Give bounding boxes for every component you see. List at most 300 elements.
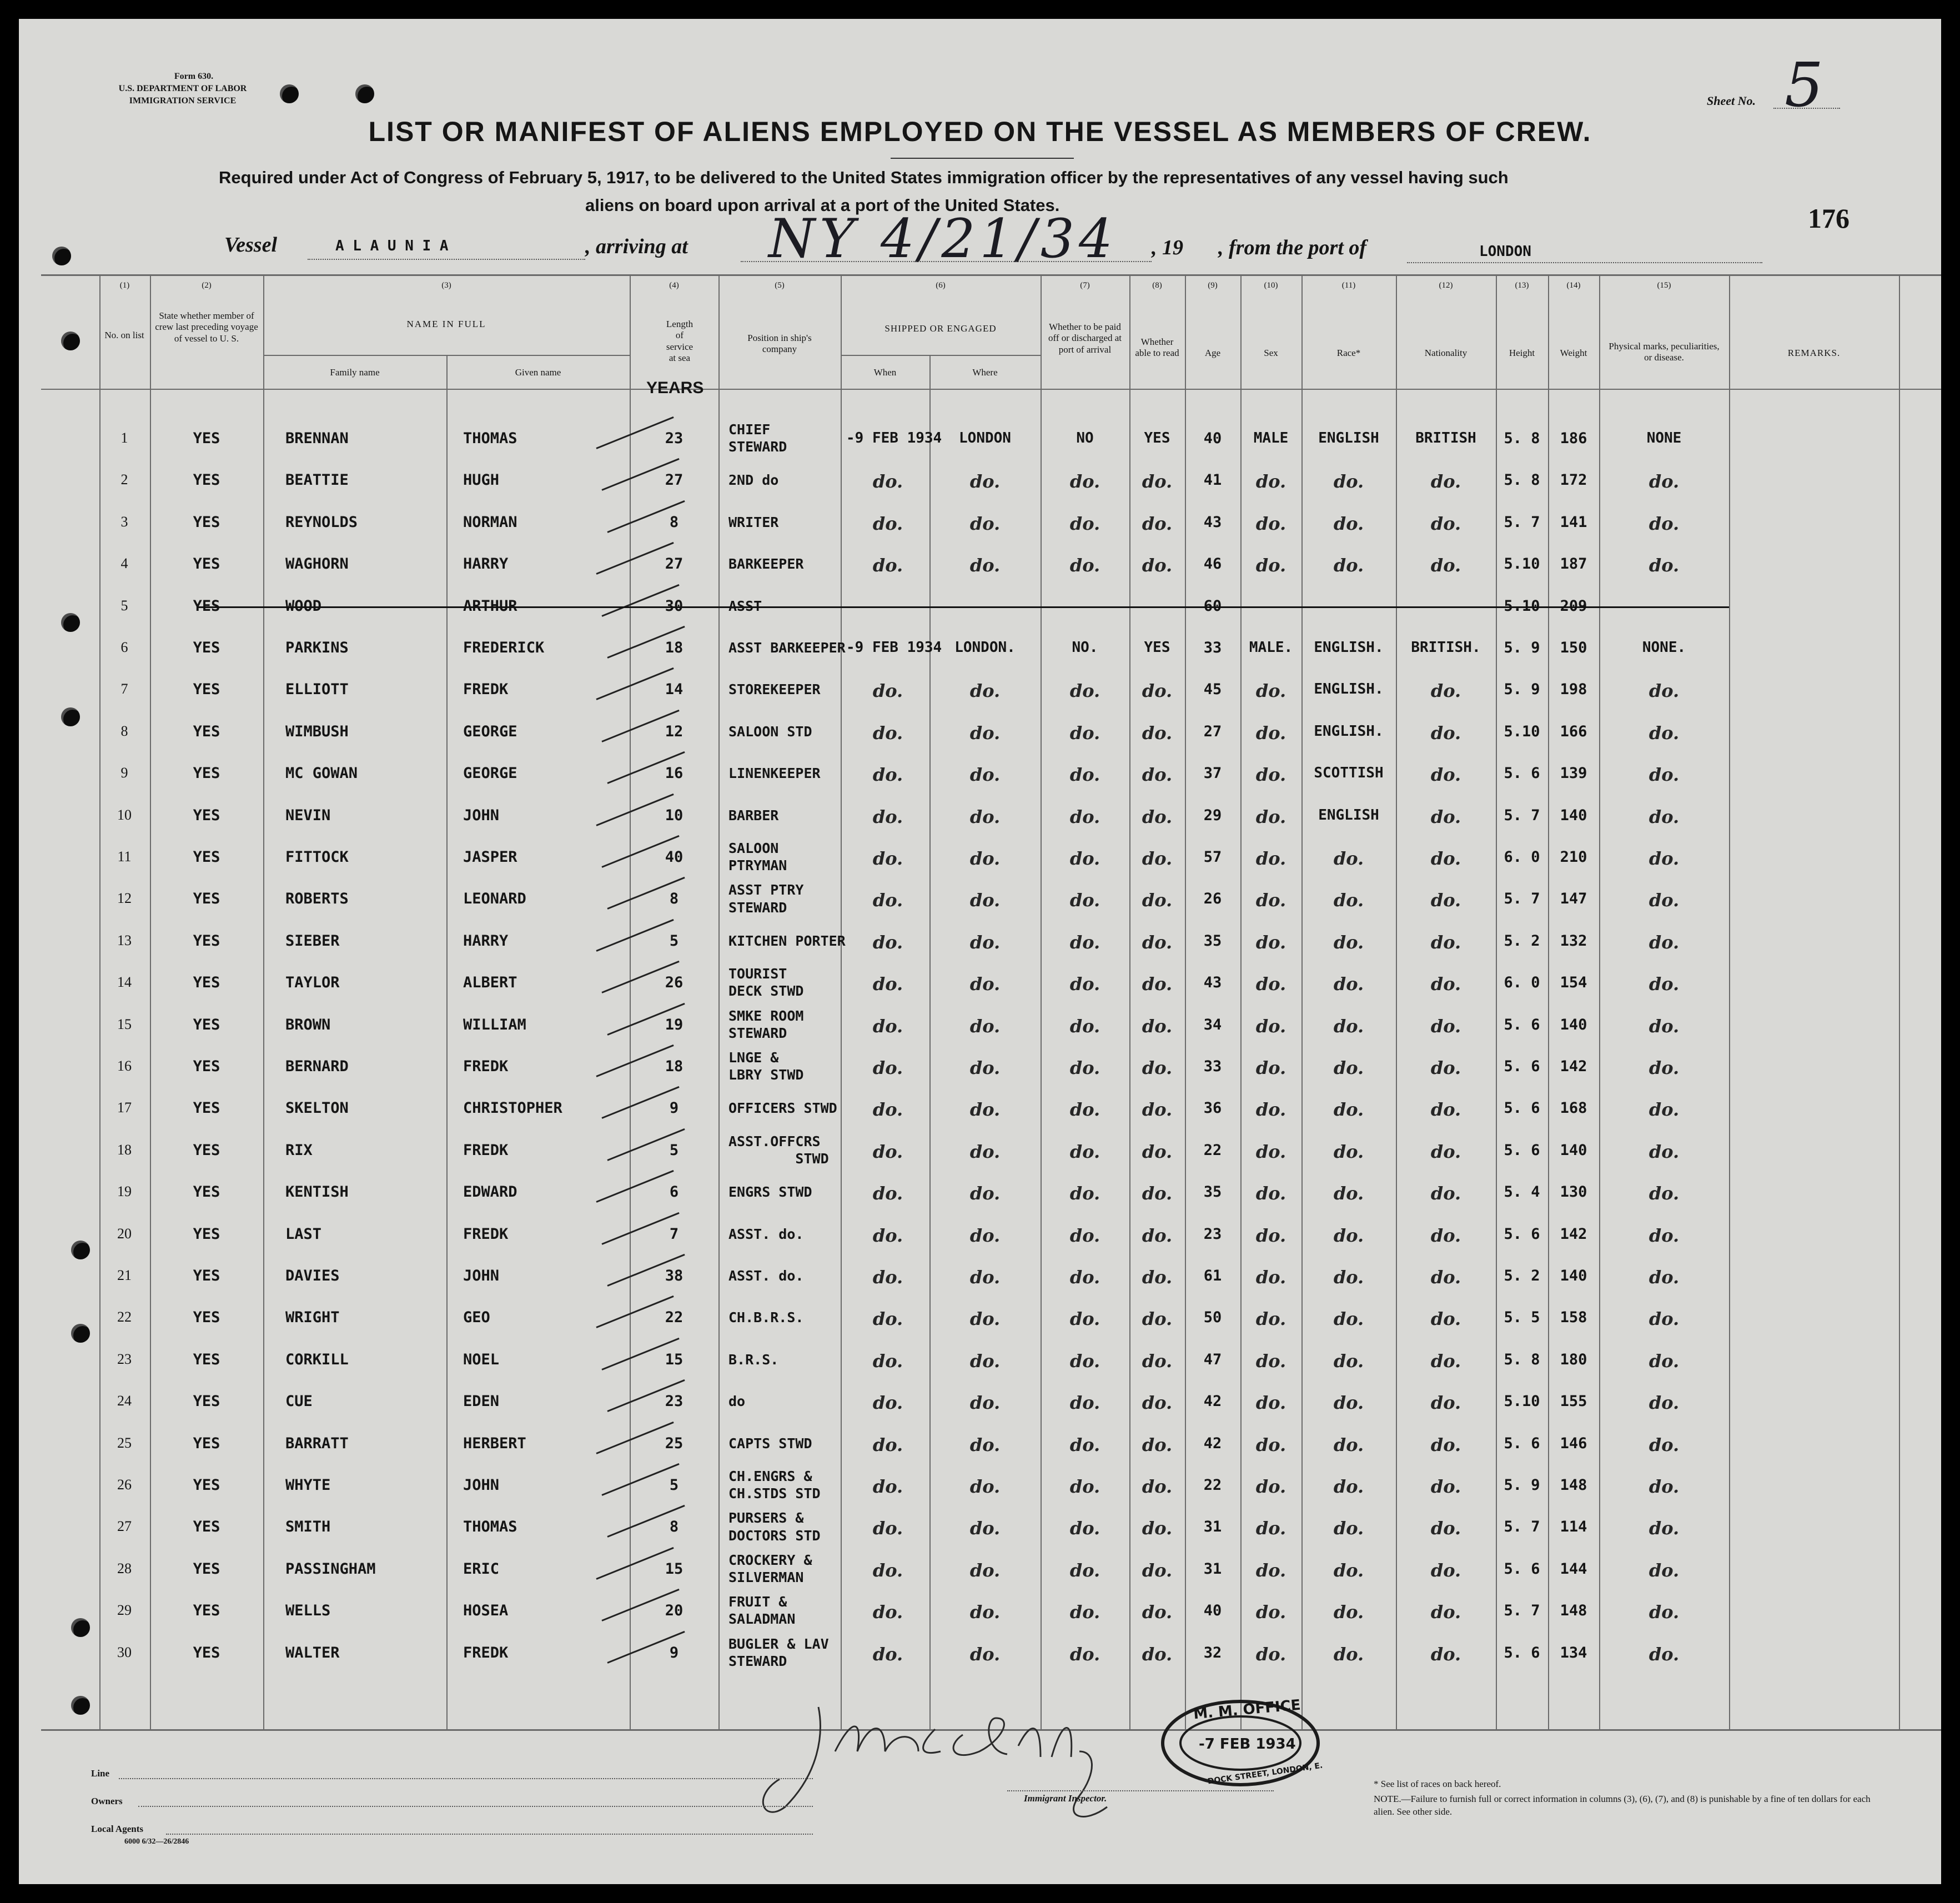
- cell-no: 18: [117, 1141, 132, 1158]
- cell-given: HUGH: [463, 471, 500, 489]
- header-nationality: Nationality: [1424, 348, 1468, 358]
- cell-when: do.: [872, 1518, 903, 1539]
- cell-position: FRUIT & SALADMAN: [728, 1594, 796, 1628]
- cell-height: 5. 6: [1504, 1434, 1540, 1452]
- note-text: NOTE.—Failure to furnish full or correct information in columns (3), (6), (7), and (8) is punishable by a fine of ten dollars for each alien. See other side.: [1374, 1794, 1871, 1817]
- cell-paid: do.: [1069, 1141, 1100, 1162]
- manifest-sheet: [19, 19, 1941, 1884]
- cell-height: 5. 6: [1504, 1141, 1540, 1159]
- cell-state: YES: [193, 1393, 220, 1410]
- cell-where: do.: [969, 890, 1001, 911]
- cell-position: KITCHEN PORTER: [728, 932, 846, 949]
- header-sex: Sex: [1264, 348, 1278, 358]
- cell-height: 5. 6: [1504, 1225, 1540, 1243]
- cell-height: 5. 6: [1504, 1099, 1540, 1117]
- cell-nat: do.: [1430, 1643, 1461, 1665]
- cell-race: do.: [1333, 1308, 1364, 1330]
- cell-where: do.: [969, 764, 1001, 786]
- cell-nat: BRITISH.: [1411, 639, 1481, 656]
- cell-given: FREDK: [463, 1225, 509, 1243]
- cell-read: YES: [1144, 639, 1170, 656]
- cell-no: 3: [120, 513, 128, 530]
- cell-sex: do.: [1255, 1601, 1286, 1623]
- cell-given: NORMAN: [463, 513, 517, 531]
- cell-marks: do.: [1649, 1308, 1680, 1330]
- cell-position: ASST. do.: [728, 1226, 804, 1242]
- header-years: YEARS: [646, 379, 704, 397]
- cell-sex: do.: [1255, 1559, 1286, 1581]
- cell-weight: 148: [1560, 1477, 1587, 1494]
- cell-when: do.: [872, 1392, 903, 1414]
- cell-years: 16: [665, 765, 684, 782]
- cell-paid: do.: [1069, 1350, 1100, 1372]
- cell-marks: do.: [1649, 1601, 1680, 1623]
- cell-given: LEONARD: [463, 890, 526, 908]
- cell-years: 8: [669, 1518, 679, 1536]
- cell-nat: do.: [1430, 1267, 1461, 1288]
- cell-weight: 172: [1560, 471, 1587, 489]
- cell-no: 1: [120, 430, 128, 446]
- cell-years: 25: [665, 1434, 684, 1452]
- cell-position: LNGE & LBRY STWD: [728, 1050, 804, 1083]
- punch-hole-icon: [355, 84, 374, 103]
- cell-weight: 140: [1560, 1267, 1587, 1284]
- cell-position: SALOON PTRYMAN: [728, 840, 787, 874]
- cell-when: do.: [872, 1476, 903, 1497]
- cell-where: do.: [969, 973, 1001, 995]
- cell-race: do.: [1333, 973, 1364, 995]
- cell-family: RIX: [285, 1141, 313, 1159]
- cell-weight: 150: [1560, 639, 1587, 656]
- cell-family: MC GOWAN: [285, 765, 358, 782]
- cell-where: do.: [969, 1434, 1001, 1455]
- cell-when: do.: [872, 890, 903, 911]
- punch-hole-icon: [71, 1241, 90, 1259]
- cell-family: WIMBUSH: [285, 722, 349, 740]
- cell-state: YES: [193, 1309, 220, 1327]
- cell-sex: do.: [1255, 1141, 1286, 1162]
- header-height: Height: [1509, 348, 1535, 358]
- cell-where: do.: [969, 1350, 1001, 1372]
- cell-when: do.: [872, 1350, 903, 1372]
- cell-age: 27: [1203, 722, 1222, 740]
- cell-given: FREDK: [463, 1058, 509, 1075]
- cell-family: BARRATT: [285, 1434, 349, 1452]
- col-number: (11): [1341, 281, 1356, 290]
- header-shipped: SHIPPED OR ENGAGED: [884, 323, 997, 334]
- arrival-date: NY 4/21/34: [768, 208, 1117, 270]
- cell-state: YES: [193, 1099, 220, 1117]
- cell-race: SCOTTISH: [1314, 765, 1384, 782]
- cell-given: HARRY: [463, 555, 509, 573]
- punch-hole-icon: [280, 84, 299, 103]
- cell-height: 5. 6: [1504, 1644, 1540, 1661]
- cell-years: 9: [669, 1644, 679, 1661]
- cell-race: do.: [1333, 848, 1364, 869]
- cell-height: 5. 6: [1504, 765, 1540, 782]
- cell-age: 22: [1203, 1141, 1222, 1159]
- cell-nat: do.: [1430, 806, 1461, 827]
- cell-race: do.: [1333, 471, 1364, 493]
- cell-position: ASST.OFFCRS STWD: [728, 1133, 829, 1167]
- cell-position: ASST: [728, 597, 762, 614]
- cell-where: do.: [969, 931, 1001, 953]
- cell-family: BERNARD: [285, 1058, 349, 1075]
- cell-where: do.: [969, 555, 1001, 576]
- cell-position: 2ND do: [728, 472, 779, 489]
- owners-label: Owners: [91, 1796, 123, 1806]
- cell-paid: do.: [1069, 806, 1100, 827]
- cell-state: YES: [193, 1183, 220, 1201]
- cell-family: WHYTE: [285, 1477, 331, 1494]
- cell-given: FREDERICK: [463, 639, 545, 656]
- col-number: (12): [1439, 281, 1453, 290]
- cell-marks: do.: [1649, 1434, 1680, 1455]
- cell-position: SMKE ROOM STEWARD: [728, 1007, 804, 1041]
- cell-read: do.: [1142, 973, 1173, 995]
- cell-height: 5.10: [1504, 1393, 1540, 1410]
- cell-nat: do.: [1430, 848, 1461, 869]
- cell-age: 61: [1203, 1267, 1222, 1284]
- cell-when: do.: [872, 1267, 903, 1288]
- cell-when: do.: [872, 722, 903, 744]
- port-name: LONDON: [1479, 243, 1531, 260]
- cell-family: ROBERTS: [285, 890, 349, 908]
- vessel-label: Vessel: [224, 233, 277, 257]
- cell-weight: 166: [1560, 722, 1587, 740]
- cell-years: 9: [669, 1099, 679, 1117]
- cell-sex: do.: [1255, 806, 1286, 827]
- cell-height: 5. 8: [1504, 430, 1540, 447]
- cell-paid: do.: [1069, 764, 1100, 786]
- cell-nat: do.: [1430, 1518, 1461, 1539]
- cell-given: HERBERT: [463, 1434, 526, 1452]
- cell-read: do.: [1142, 848, 1173, 869]
- cell-nat: do.: [1430, 513, 1461, 534]
- cell-weight: 158: [1560, 1309, 1587, 1327]
- cell-marks: do.: [1649, 722, 1680, 744]
- cell-weight: 180: [1560, 1350, 1587, 1368]
- cell-age: 41: [1203, 471, 1222, 489]
- cell-race: do.: [1333, 1350, 1364, 1372]
- cell-state: YES: [193, 1434, 220, 1452]
- cell-marks: do.: [1649, 1057, 1680, 1078]
- cell-when: do.: [872, 764, 903, 786]
- cell-when: do.: [872, 1141, 903, 1162]
- cell-state: YES: [193, 471, 220, 489]
- cell-race: ENGLISH.: [1314, 681, 1384, 698]
- cell-when: do.: [872, 1224, 903, 1246]
- cell-no: 20: [117, 1225, 132, 1242]
- cell-paid: do.: [1069, 1643, 1100, 1665]
- cell-when: do.: [872, 931, 903, 953]
- cell-position: ASST PTRY STEWARD: [728, 882, 804, 916]
- cell-weight: 210: [1560, 848, 1587, 866]
- cell-family: PASSINGHAM: [285, 1560, 376, 1578]
- header-age: Age: [1204, 348, 1221, 358]
- cell-state: YES: [193, 1016, 220, 1033]
- header-race: Race*: [1336, 348, 1361, 358]
- cell-weight: 140: [1560, 1141, 1587, 1159]
- header-paid-off: Whether to be paid off or discharged at port of arrival: [1048, 322, 1122, 355]
- cell-when: do.: [872, 1643, 903, 1665]
- cell-family: PARKINS: [285, 639, 349, 656]
- strike-through-line: [197, 606, 1729, 608]
- cell-marks: do.: [1649, 806, 1680, 827]
- cell-given: WILLIAM: [463, 1016, 526, 1033]
- cell-years: 22: [665, 1309, 684, 1327]
- cell-sex: do.: [1255, 1392, 1286, 1414]
- cell-when: do.: [872, 1559, 903, 1581]
- cell-state: YES: [193, 932, 220, 950]
- cell-race: do.: [1333, 1224, 1364, 1246]
- header-able-read: Whether able to read: [1135, 337, 1179, 359]
- cell-weight: 147: [1560, 890, 1587, 908]
- cell-race: ENGLISH: [1318, 806, 1379, 824]
- cell-age: 57: [1203, 848, 1222, 866]
- cell-sex: do.: [1255, 722, 1286, 744]
- cell-paid: do.: [1069, 680, 1100, 702]
- cell-read: do.: [1142, 722, 1173, 744]
- cell-nat: do.: [1430, 931, 1461, 953]
- cell-position: SALOON STD: [728, 723, 812, 740]
- header-state-whether: State whether member of crew last preceding voyage of vessel to U. S.: [155, 310, 258, 344]
- cell-weight: 142: [1560, 1225, 1587, 1243]
- cell-no: 29: [117, 1602, 132, 1619]
- cell-state: YES: [193, 974, 220, 992]
- cell-read: do.: [1142, 1476, 1173, 1497]
- cell-state: YES: [193, 765, 220, 782]
- header-when: When: [873, 367, 897, 378]
- cell-age: 31: [1203, 1560, 1222, 1578]
- cell-position: B.R.S.: [728, 1351, 779, 1368]
- cell-family: REYNOLDS: [285, 513, 358, 531]
- cell-state: YES: [193, 1560, 220, 1578]
- cell-sex: do.: [1255, 1308, 1286, 1330]
- cell-where: do.: [969, 513, 1001, 534]
- cell-age: 36: [1203, 1099, 1222, 1117]
- cell-read: do.: [1142, 1434, 1173, 1455]
- header-given-name: Given name: [515, 367, 561, 378]
- cell-height: 6. 0: [1504, 848, 1540, 866]
- cell-family: SMITH: [285, 1518, 331, 1536]
- cell-read: do.: [1142, 1183, 1173, 1204]
- cell-when: -9 FEB 1934: [846, 639, 942, 656]
- subtitle-line2: aliens on board upon arrival at a port of the United States.: [585, 195, 1060, 215]
- cell-no: 7: [120, 681, 128, 697]
- cell-where: do.: [969, 1392, 1001, 1414]
- header-remarks: REMARKS.: [1787, 348, 1841, 358]
- cell-sex: do.: [1255, 848, 1286, 869]
- cell-state: YES: [193, 1267, 220, 1284]
- cell-height: 5. 7: [1504, 1518, 1540, 1536]
- cell-height: 5. 9: [1504, 681, 1540, 699]
- cell-sex: do.: [1255, 890, 1286, 911]
- cell-read: do.: [1142, 1267, 1173, 1288]
- cell-read: do.: [1142, 1308, 1173, 1330]
- cell-where: do.: [969, 1099, 1001, 1121]
- cell-sex: do.: [1255, 680, 1286, 702]
- cell-where: do.: [969, 1518, 1001, 1539]
- cell-age: 43: [1203, 974, 1222, 992]
- cell-paid: do.: [1069, 973, 1100, 995]
- cell-race: do.: [1333, 1141, 1364, 1162]
- cell-weight: 141: [1560, 513, 1587, 531]
- cell-where: LONDON.: [954, 639, 1016, 656]
- cell-years: 8: [669, 513, 679, 531]
- cell-paid: do.: [1069, 555, 1100, 576]
- cell-state: YES: [193, 555, 220, 573]
- cell-no: 24: [117, 1393, 132, 1409]
- cell-read: do.: [1142, 890, 1173, 911]
- cell-age: 42: [1203, 1393, 1222, 1410]
- cell-nat: do.: [1430, 1099, 1461, 1121]
- cell-paid: do.: [1069, 1392, 1100, 1414]
- service: IMMIGRATION SERVICE: [129, 96, 237, 106]
- cell-position: STOREKEEPER: [728, 681, 821, 698]
- cell-no: 17: [117, 1099, 132, 1116]
- header-name-in-full: NAME IN FULL: [406, 319, 486, 329]
- cell-height: 5. 8: [1504, 471, 1540, 489]
- cell-no: 27: [117, 1518, 132, 1535]
- cell-read: do.: [1142, 680, 1173, 702]
- cell-given: JOHN: [463, 1267, 500, 1284]
- cell-age: 37: [1203, 765, 1222, 782]
- cell-read: do.: [1142, 1643, 1173, 1665]
- cell-state: YES: [193, 722, 220, 740]
- cell-race: do.: [1333, 1434, 1364, 1455]
- header-weight: Weight: [1560, 348, 1587, 358]
- cell-where: do.: [969, 1224, 1001, 1246]
- cell-state: YES: [193, 681, 220, 699]
- cell-age: 31: [1203, 1518, 1222, 1536]
- col-number: (3): [441, 281, 451, 290]
- cell-race: do.: [1333, 1518, 1364, 1539]
- cell-weight: 209: [1560, 597, 1587, 615]
- cell-no: 9: [120, 765, 128, 781]
- cell-sex: MALE.: [1249, 639, 1293, 656]
- cell-marks: do.: [1649, 973, 1680, 995]
- cell-height: 5. 5: [1504, 1309, 1540, 1327]
- col-number: (15): [1657, 281, 1671, 290]
- cell-race: ENGLISH.: [1314, 639, 1384, 656]
- cell-family: WELLS: [285, 1602, 331, 1620]
- cell-read: do.: [1142, 1559, 1173, 1581]
- cell-read: YES: [1144, 430, 1170, 446]
- cell-family: LAST: [285, 1225, 322, 1243]
- cell-where: LONDON: [959, 430, 1011, 446]
- line-label: Line: [91, 1768, 110, 1779]
- cell-race: do.: [1333, 1559, 1364, 1581]
- cell-nat: do.: [1430, 1392, 1461, 1414]
- cell-state: YES: [193, 1058, 220, 1075]
- cell-nat: do.: [1430, 722, 1461, 744]
- cell-nat: do.: [1430, 1057, 1461, 1078]
- cell-no: 26: [117, 1477, 132, 1493]
- cell-height: 5. 6: [1504, 1560, 1540, 1578]
- cell-no: 8: [120, 722, 128, 739]
- cell-years: 20: [665, 1602, 684, 1620]
- cell-read: do.: [1142, 1141, 1173, 1162]
- cell-when: -9 FEB 1934: [846, 430, 942, 446]
- cell-sex: do.: [1255, 1434, 1286, 1455]
- cell-marks: do.: [1649, 680, 1680, 702]
- cell-state: YES: [193, 597, 220, 615]
- cell-where: do.: [969, 680, 1001, 702]
- cell-years: 6: [669, 1183, 679, 1201]
- cell-where: do.: [969, 1476, 1001, 1497]
- cell-weight: 187: [1560, 555, 1587, 573]
- cell-family: FITTOCK: [285, 848, 349, 866]
- cell-paid: do.: [1069, 1308, 1100, 1330]
- cell-race: do.: [1333, 1183, 1364, 1204]
- header-no-on-list: No. on list: [104, 330, 144, 340]
- cell-read: do.: [1142, 1350, 1173, 1372]
- cell-marks: do.: [1649, 1643, 1680, 1665]
- cell-read: do.: [1142, 1224, 1173, 1246]
- cell-nat: do.: [1430, 471, 1461, 493]
- cell-given: FREDK: [463, 681, 509, 699]
- cell-no: 5: [120, 597, 128, 614]
- header-length-service: Length of service at sea: [666, 319, 693, 364]
- cell-paid: do.: [1069, 890, 1100, 911]
- cell-no: 10: [117, 806, 132, 823]
- cell-given: ALBERT: [463, 974, 517, 992]
- cell-when: do.: [872, 1308, 903, 1330]
- header-where: Where: [972, 367, 998, 378]
- cell-race: do.: [1333, 1267, 1364, 1288]
- cell-state: YES: [193, 1602, 220, 1620]
- col-number: (5): [775, 281, 785, 290]
- cell-years: 23: [665, 430, 684, 447]
- cell-family: KENTISH: [285, 1183, 349, 1201]
- cell-given: EDEN: [463, 1393, 500, 1410]
- cell-height: 5. 7: [1504, 806, 1540, 824]
- cell-no: 16: [117, 1058, 132, 1074]
- cell-given: FREDK: [463, 1141, 509, 1159]
- punch-hole-icon: [71, 1324, 90, 1343]
- cell-where: do.: [969, 848, 1001, 869]
- cell-age: 33: [1203, 639, 1222, 656]
- cell-position: ENGRS STWD: [728, 1184, 812, 1201]
- cell-paid: do.: [1069, 1267, 1100, 1288]
- cell-no: 30: [117, 1644, 132, 1660]
- cell-when: do.: [872, 973, 903, 995]
- cell-sex: do.: [1255, 1183, 1286, 1204]
- cell-height: 5. 9: [1504, 1477, 1540, 1494]
- cell-read: do.: [1142, 1601, 1173, 1623]
- cell-read: do.: [1142, 1015, 1173, 1037]
- cell-paid: do.: [1069, 1183, 1100, 1204]
- cell-race: ENGLISH: [1318, 430, 1379, 446]
- cell-family: BRENNAN: [285, 430, 349, 447]
- col-number: (4): [669, 281, 679, 290]
- cell-no: 13: [117, 932, 132, 948]
- cell-weight: 114: [1560, 1518, 1587, 1536]
- cell-no: 11: [117, 848, 132, 865]
- cell-age: 47: [1203, 1350, 1222, 1368]
- cell-state: YES: [193, 513, 220, 531]
- cell-family: SKELTON: [285, 1099, 349, 1117]
- cell-nat: do.: [1430, 1224, 1461, 1246]
- cell-sex: do.: [1255, 764, 1286, 786]
- subtitle-line1: Required under Act of Congress of February 5, 1917, to be delivered to the United States immigration officer by the representatives of any vessel having such: [219, 168, 1509, 187]
- cell-paid: do.: [1069, 1224, 1100, 1246]
- cell-family: ELLIOTT: [285, 681, 349, 699]
- cell-age: 40: [1203, 430, 1222, 447]
- cell-height: 5. 2: [1504, 1267, 1540, 1284]
- cell-nat: do.: [1430, 890, 1461, 911]
